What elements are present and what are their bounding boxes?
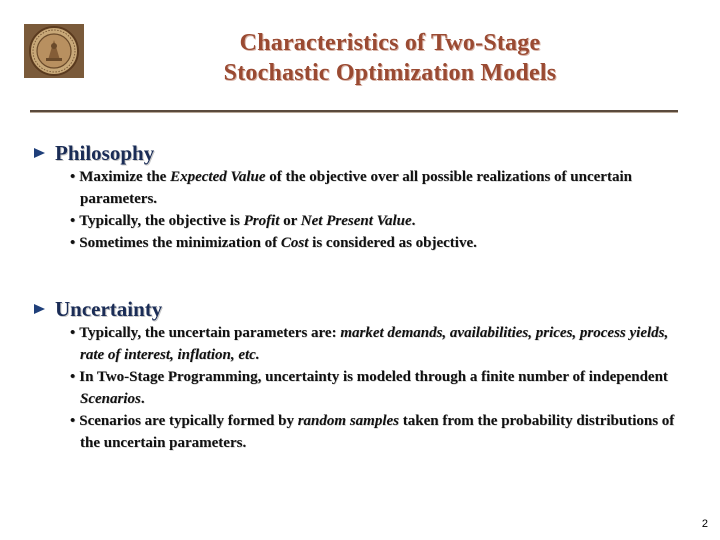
emphasis-text: Expected Value	[170, 169, 266, 185]
bullet-arrow-icon	[34, 304, 45, 314]
bullet-text: or	[279, 213, 301, 229]
title-line-2: Stochastic Optimization Models	[223, 60, 557, 86]
bullet-text: Maximize the	[79, 169, 171, 185]
section-philosophy	[34, 140, 694, 254]
emphasis-text: random samples	[297, 413, 399, 429]
university-seal-icon	[24, 24, 84, 78]
page-number: 2	[701, 518, 708, 530]
emphasis-text: Scenarios	[80, 391, 141, 407]
bullet-arrow-icon	[34, 148, 45, 158]
bullet-text: .	[411, 213, 416, 229]
bullet-item	[34, 366, 694, 410]
title-divider	[30, 110, 678, 112]
bullet-text: Sometimes the minimization of	[79, 235, 281, 251]
emphasis-text: Net Present Value	[300, 213, 412, 229]
bullet-dot: •	[70, 235, 76, 251]
emphasis-text: market demands, availabilities, prices, process yields, rate of interest, inflation, etc.	[80, 325, 669, 363]
bullet-dot: •	[70, 169, 76, 185]
bullet-text: taken from the probability distributions of the uncertain parameters.	[80, 413, 675, 451]
bullet-text: In Two-Stage Programming, uncertainty is modeled through a finite number of independent	[79, 369, 668, 385]
emphasis-text: Profit	[243, 213, 280, 229]
section-heading: Philosophy	[55, 140, 155, 165]
title-line-1: Characteristics of Two-Stage	[239, 30, 541, 56]
bullet-item	[34, 410, 694, 454]
section-uncertainty	[34, 296, 694, 454]
section-heading-row	[34, 296, 694, 322]
bullet-list	[34, 166, 694, 254]
bullet-item	[34, 166, 694, 210]
bullet-item	[34, 322, 694, 366]
bullet-text: Scenarios are typically formed by	[79, 413, 298, 429]
bullet-list	[34, 322, 694, 454]
emphasis-text: Cost	[280, 235, 309, 251]
bullet-item	[34, 232, 694, 254]
bullet-text: Typically, the uncertain parameters are:	[79, 325, 341, 341]
section-heading: Uncertainty	[55, 296, 163, 321]
bullet-text: Typically, the objective is	[79, 213, 244, 229]
bullet-text: .	[140, 391, 145, 407]
slide-title	[100, 28, 680, 88]
bullet-text: of the objective over all possible realizations of uncertain parameters.	[80, 169, 632, 207]
bullet-text: is considered as objective.	[308, 235, 477, 251]
bullet-dot: •	[70, 325, 76, 341]
bullet-dot: •	[70, 213, 76, 229]
section-heading-row	[34, 140, 694, 166]
bullet-dot: •	[70, 369, 76, 385]
bullet-item	[34, 210, 694, 232]
bullet-dot: •	[70, 413, 76, 429]
